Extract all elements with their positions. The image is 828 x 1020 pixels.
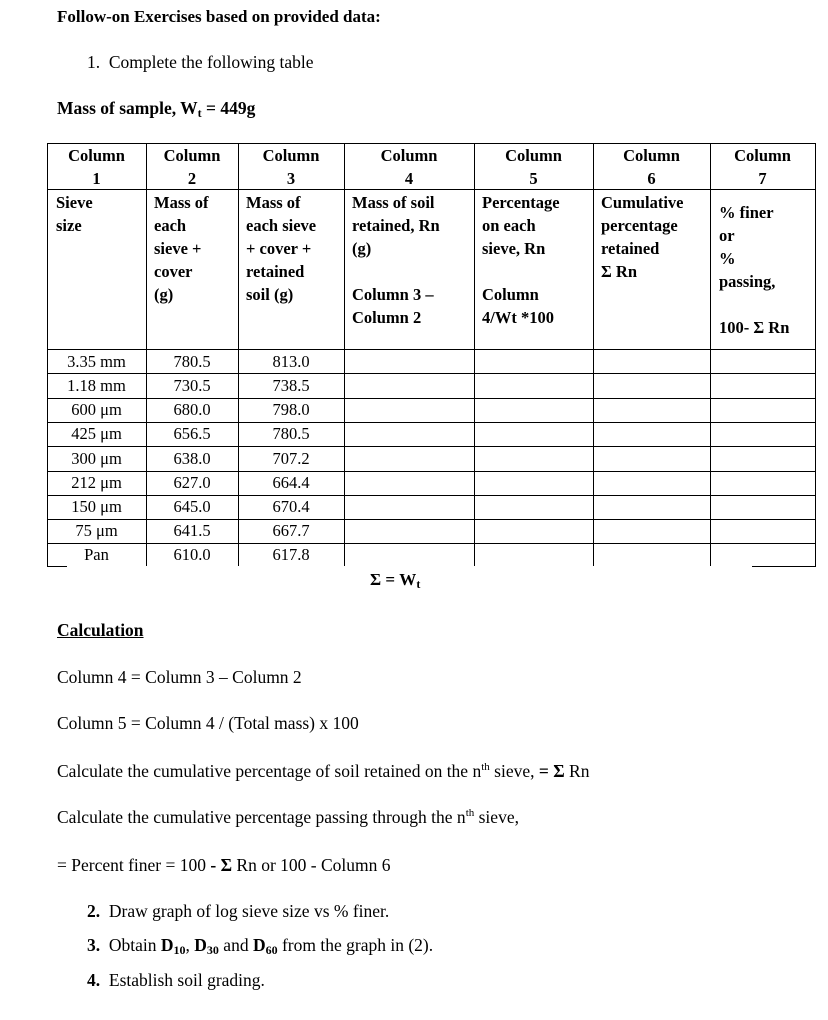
col-border: [474, 143, 475, 566]
col-border: [710, 143, 711, 566]
mass-sub: t: [197, 106, 202, 120]
col-6-desc: Cumulative percentage retained Σ Rn: [601, 193, 684, 281]
col-1-desc: Sieve size: [56, 193, 93, 235]
table-cell-sieve: 600 μm: [71, 400, 122, 419]
table-cell-mass-total: 738.5: [272, 376, 310, 395]
item-4-number: 4.: [87, 970, 101, 990]
item-4-text: Establish soil grading.: [108, 970, 265, 990]
table-cell-mass-total: 667.7: [272, 521, 310, 540]
calc-line-1: Column 4 = Column 3 – Column 2: [57, 667, 302, 687]
table-cell-mass-sieve: 780.5: [173, 352, 211, 371]
mass-of-sample: [57, 98, 255, 121]
item-4: [87, 970, 265, 991]
table-cell-sieve: Pan: [84, 545, 109, 564]
table-cell-sieve: 150 μm: [71, 497, 122, 516]
table-cell-mass-sieve: 730.5: [173, 376, 211, 395]
item-3: 3. Obtain $D_{10}$, $D_{30}$ and $D_{60}$ from the graph in (2).: [87, 935, 434, 957]
col-border: [344, 143, 345, 566]
item-1: [87, 52, 313, 73]
table-cell-mass-total: 707.2: [272, 449, 310, 468]
sum-total: $\Sigma = W_t$: [370, 570, 421, 591]
table-cell-mass-total: 813.0: [272, 352, 310, 371]
col-2-title: Column 2: [163, 146, 221, 188]
table-cell-mass-total: 617.8: [272, 545, 310, 564]
table-cell-mass-total: 780.5: [272, 424, 310, 443]
item-3-number: 3.: [87, 935, 101, 955]
table-cell-mass-sieve: 680.0: [173, 400, 211, 419]
col-1-title: Column 1: [68, 146, 125, 188]
col-3-title: Column 3: [262, 146, 320, 188]
mass-prefix: Mass of sample, W: [57, 98, 198, 118]
mass-suffix: = 449g: [201, 98, 256, 118]
table-cell-mass-total: 798.0: [272, 400, 310, 419]
calc-line-2: Column 5 = Column 4 / (Total mass) x 100: [57, 713, 359, 733]
col-3-desc: Mass of each sieve + cover + retained soil (g): [246, 193, 317, 304]
col-2-desc: Mass of each sieve + cover (g): [154, 193, 209, 304]
table-cell-mass-sieve: 638.0: [173, 449, 211, 468]
col-5-title: Column 5: [505, 146, 562, 188]
table-cell-mass-sieve: 656.5: [173, 424, 211, 443]
calc-line-4: Calculate the cumulative percentage passing through the $n^{th}$ sieve,: [57, 807, 519, 827]
item-2: [87, 901, 389, 922]
calc-line-5: = Percent finer = 100 - Σ Rn or 100 - Column 6: [57, 855, 391, 875]
page-heading: Follow-on Exercises based on provided data:: [57, 7, 381, 26]
item-2-number: 2.: [87, 901, 101, 921]
table-cell-mass-sieve: 645.0: [173, 497, 211, 516]
bottom-tick-right: [752, 566, 816, 567]
calculation-title: Calculation: [57, 620, 144, 640]
table-cell-mass-sieve: 610.0: [173, 545, 211, 564]
col-4-desc: Mass of soil retained, Rn (g) Column 3 – Column 2: [352, 193, 440, 327]
item-1-number: 1.: [87, 52, 101, 72]
col-7-desc: % finer or % passing, 100- Σ Rn: [719, 203, 790, 337]
table-cell-mass-total: 670.4: [272, 497, 310, 516]
col-border: [593, 143, 594, 566]
table-cell-sieve: 300 μm: [71, 449, 122, 468]
table-cell-mass-sieve: 627.0: [173, 473, 211, 492]
table-cell-sieve: 425 μm: [71, 424, 122, 443]
col-4-title: Column 4: [380, 146, 438, 188]
item-1-text: Complete the following table: [108, 52, 314, 72]
table-cell-sieve: 3.35 mm: [67, 352, 126, 371]
col-6-title: Column 6: [623, 146, 680, 188]
table-cell-sieve: 212 μm: [71, 473, 122, 492]
col-7-title: Column 7: [734, 146, 791, 188]
calc-line-3: Calculate the cumulative percentage of soil retained on the $n^{th}$ sieve, = Σ Rn: [57, 761, 590, 781]
table-cell-mass-total: 664.4: [272, 473, 310, 492]
table-cell-sieve: 1.18 mm: [67, 376, 126, 395]
table-cell-mass-sieve: 641.5: [173, 521, 211, 540]
col-5-desc: Percentage on each sieve, Rn Column 4/Wt *100: [482, 193, 560, 327]
col-border: [815, 143, 816, 566]
table-cell-sieve: 75 μm: [75, 521, 118, 540]
item-2-text: Draw graph of log sieve size vs % finer.: [108, 901, 390, 921]
